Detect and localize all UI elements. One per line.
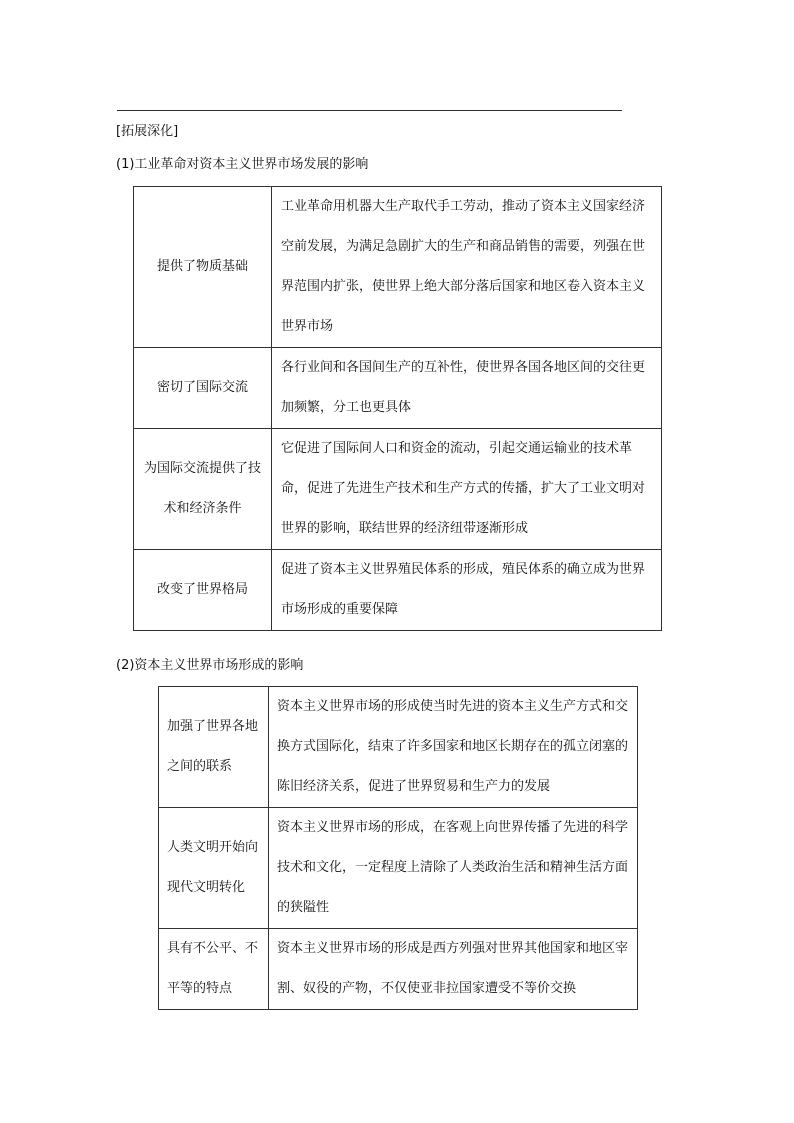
table-row (134, 348, 662, 429)
row-value: 它促进了国际间人口和资金的流动，引起交通运输业的技术革命，促进了先进生产技术和生产方式的传播，扩大了工业文明对世界的影响，联结世界的经济纽带逐渐形成 (272, 429, 662, 550)
row-value: 工业革命用机器大生产取代手工劳动，推动了资本主义国家经济空前发展，为满足急剧扩大的生产和商品销售的需要，列强在世界范围内扩张，使世界上绝大部分落后国家和地区卷入资本主义世界市场 (272, 187, 662, 348)
section-tag: [拓展深化] (116, 124, 179, 139)
row-value: 资本主义世界市场的形成使当时先进的资本主义生产方式和交换方式国际化，结束了许多国家和地区长期存在的孤立闭塞的陈旧经济关系，促进了世界贸易和生产力的发展 (269, 687, 638, 808)
table-row (134, 550, 662, 631)
row-value: 资本主义世界市场的形成是西方列强对世界其他国家和地区宰割、奴役的产物，不仅使亚非拉国家遭受不等价交换 (269, 929, 638, 1010)
section2-heading: (2)资本主义世界市场形成的影响 (116, 658, 304, 673)
row-key: 改变了世界格局 (134, 550, 272, 631)
row-value: 各行业间和各国间生产的互补性，使世界各国各地区间的交往更加频繁，分工也更具体 (272, 348, 662, 429)
row-key: 具有不公平、不平等的特点 (159, 929, 269, 1010)
row-value: 资本主义世界市场的形成，在客观上向世界传播了先进的科学技术和文化，一定程度上清除了人类政治生活和精神生活方面的狭隘性 (269, 808, 638, 929)
row-key: 加强了世界各地之间的联系 (159, 687, 269, 808)
industrial-revolution-impact-table (133, 186, 662, 631)
table-row (134, 429, 662, 550)
table-row (159, 687, 638, 808)
row-key: 提供了物质基础 (134, 187, 272, 348)
header-rule (117, 110, 622, 111)
section1-heading: (1)工业革命对资本主义世界市场发展的影响 (116, 157, 369, 172)
row-key: 密切了国际交流 (134, 348, 272, 429)
row-key: 为国际交流提供了技术和经济条件 (134, 429, 272, 550)
row-key: 人类文明开始向现代文明转化 (159, 808, 269, 929)
row-value: 促进了资本主义世界殖民体系的形成，殖民体系的确立成为世界市场形成的重要保障 (272, 550, 662, 631)
table-row (159, 808, 638, 929)
world-market-impact-table (158, 686, 638, 1010)
table-row (134, 187, 662, 348)
table-row (159, 929, 638, 1010)
